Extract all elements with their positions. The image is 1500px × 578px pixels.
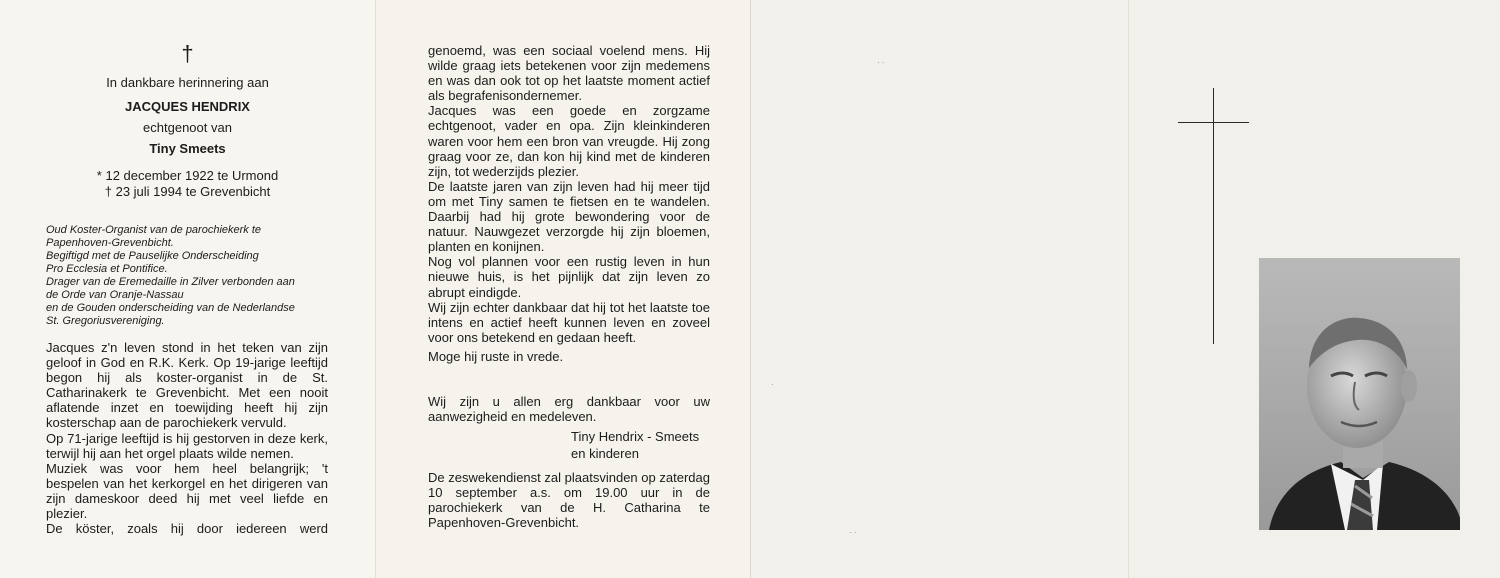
paper-speck: · ·	[877, 58, 885, 67]
biography-paragraph: Nog vol plannen voor een rustig leven in hun nieuwe huis, is het pijnlijk dat zijn leven zo abrupt eindigde.	[428, 254, 710, 300]
signature-names: Tiny Hendrix - Smeets	[571, 429, 700, 444]
cross-icon-horizontal	[1178, 122, 1249, 123]
biography-paragraph: De köster, zoals hij door iedereen werd	[46, 521, 328, 537]
back-cover-panel	[750, 0, 1128, 578]
biography-left	[46, 340, 328, 536]
honor-line: Papenhoven-Grevenbicht.	[46, 237, 174, 249]
honor-line: Pro Ecclesia et Pontifice.	[46, 263, 168, 275]
honor-line: en de Gouden onderscheiding van de Nederlandse	[46, 302, 295, 314]
biography-paragraph: Op 71-jarige leeftijd is hij gestorven in deze kerk, terwijl hij aan het orgel plaats wilde nemen.	[46, 430, 328, 461]
deceased-name: JACQUES HENDRIX	[125, 99, 250, 114]
honor-line: St. Gregoriusvereniging.	[46, 315, 165, 327]
spouse-label: echtgenoot van	[143, 120, 232, 135]
thanks-text: Wij zijn u allen erg dankbaar voor uw aanwezigheid en medeleven.	[428, 394, 710, 425]
rest-in-peace-text: Moge hij ruste in vrede.	[428, 349, 564, 364]
cross-icon-vertical	[1213, 88, 1214, 344]
birth-line: * 12 december 1922 te Urmond	[96, 168, 279, 183]
biography-paragraph: Jacques was een goede en zorgzame echtgenoot, vader en opa. Zijn kleinkinderen waren voor hem een bron van vreugde. Hij zong graag voor ze, dan kon hij kind met de kinderen zijn, tot wederzijds plezier.	[428, 103, 710, 179]
honors-list	[46, 224, 346, 328]
honor-line: de Orde van Oranje-Nassau	[46, 289, 184, 301]
biography-right	[428, 43, 710, 345]
paper-speck: ·	[771, 380, 774, 389]
signature	[571, 428, 699, 462]
biography-paragraph: genoemd, was een sociaal voelend mens. Hij wilde graag iets betekenen voor zijn medemens en was dan ook tot op het laatste moment actief als begrafenisondernemer.	[428, 43, 710, 104]
biography-paragraph: De laatste jaren van zijn leven had hij meer tijd om met Tiny samen te fietsen en te wandelen. Daarbij had hij grote bewondering voor de natuur. Nauwgezet verzorgde hij zijn bloemen, planten en konijnen.	[428, 178, 710, 255]
biography-paragraph: Jacques z'n leven stond in het teken van zijn geloof in God en R.K. Kerk. Op 19-jarige leeftijd begon hij als koster-organist in de St. Catharinakerk te Grevenbicht. Met een nooit aflatende inzet en toewijding heeft hij zijn kosterschap aan de parochiekerk vervuld.	[46, 340, 328, 431]
honor-line: Begiftigd met de Pauselijke Onderscheiding	[46, 250, 259, 262]
paper-speck: · ·	[849, 528, 857, 537]
left-inner-panel	[0, 0, 375, 578]
biography-paragraph: Muziek was voor hem heel belangrijk; 't bespelen van het kerkorgel en het dirigeren van zijn dameskoor deed hij met veel liefde en plezier.	[46, 460, 328, 522]
small-cross-icon: †	[181, 41, 194, 66]
service-announcement: De zeswekendienst zal plaatsvinden op zaterdag 10 september a.s. om 19.00 uur in de parochiekerk van de H. Catharina te Papenhoven-Grevenbicht.	[428, 470, 710, 531]
death-line: † 23 juli 1994 te Grevenbicht	[104, 184, 271, 199]
portrait-illustration	[1259, 258, 1460, 530]
memorial-intro: In dankbare herinnering aan	[106, 75, 269, 90]
signature-family: en kinderen	[571, 446, 639, 461]
portrait-photo	[1259, 258, 1460, 530]
biography-paragraph: Wij zijn echter dankbaar dat hij tot het laatste toe intens en actief heeft kunnen leven en zoveel voor ons betekend en gedaan heeft.	[428, 299, 710, 345]
honor-line: Drager van de Eremedaille in Zilver verbonden aan	[46, 276, 295, 288]
honor-line: Oud Koster-Organist van de parochiekerk te	[46, 224, 262, 236]
spouse-name: Tiny Smeets	[149, 141, 226, 156]
